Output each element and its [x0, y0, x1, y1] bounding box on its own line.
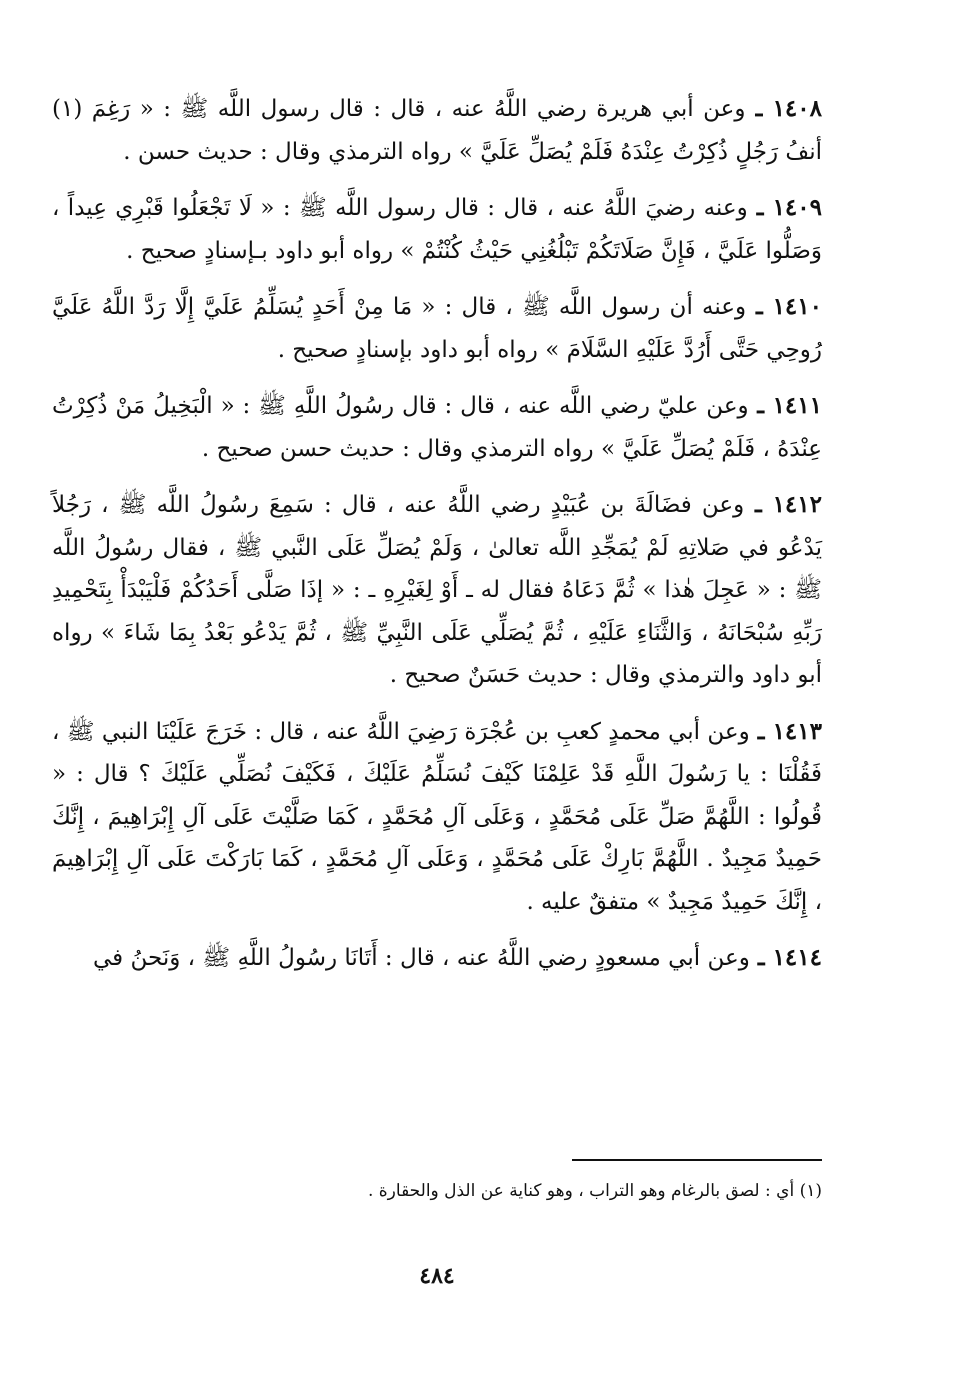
- hadith-dash: ـ: [745, 95, 773, 122]
- book-page: [52, 88, 822, 1368]
- hadith-text: وعن فضَالَةَ بن عُبَيْدٍ رضي اللَّهُ عنه ، قال : سَمِعَ رسُولُ اللَّه ﷺ ، رَجُلاً يَدْعُو في صَلاتِهِ لَمْ يُمَجِّدِ اللَّه تعالىٰ ، وَلَمْ يُصَلِّ عَلَى النَّبي ﷺ ، فقال رسُولُ اللَّه ﷺ : « عَجِلَ هٰذا » ثُمَّ دَعَاهُ فقال له ـ أَوْ لِغَيْرِهِ ـ : « إذَا صَلَّى أَحَدُكُمْ فَلْيَبْدَأْ بِتَحْمِيدِ رَبِّهِ سُبْحَانَهُ ، وَالثَّنَاءِ عَلَيْهِ ، ثُمَّ يُصَلِّي عَلَى النَّبِيِّ ﷺ ، ثُمَّ يَدْعُو بَعْدُ بِمَا شَاءَ » رواه أبو داود والترمذي وقال : حديث حَسَنٌ صحيح .: [52, 492, 822, 688]
- hadith-1409: [52, 187, 822, 272]
- hadith-number: ١٤١٣: [772, 717, 822, 745]
- hadith-1411: [52, 385, 822, 470]
- hadith-number: ١٤٠٨: [772, 95, 822, 122]
- hadith-text: وعنه أن رسول اللَّه ﷺ ، قال : « مَا مِنْ أَحَدٍ يُسَلِّمُ عَلَيَّ إِلَّا رَدَّ اللَّهُ عَلَيَّ رُوحِي حَتَّى أَرُدَّ عَلَيْهِ السَّلَامَ » رواه أبو داود بإسنادٍ صحيح .: [52, 294, 822, 363]
- hadith-text: وعن أبي محمدٍ كعبِ بن عُجْرَة رَضِيَ اللَّهُ عنه ، قال : خَرَجَ عَلَيْنَا النبي ﷺ ، فَقُلْنَا : يا رَسُولَ اللَّهِ قَدْ عَلِمْنَا كَيْفَ نُسَلِّمُ عَلَيْكَ ، فَكَيْفَ نُصَلِّي عَلَيْكَ ؟ قال : « قُولُوا : اللَّهُمَّ صَلِّ عَلَى مُحَمَّدٍ ، وَعَلَى آلِ مُحَمَّدٍ ، كَمَا صَلَّيْتَ عَلَى آلِ إِبْرَاهِيمَ ، إِنَّكَ حَمِيدٌ مَجِيدٌ . اللَّهُمَّ بَارِكْ عَلَى مُحَمَّدٍ ، وَعَلَى آلِ مُحَمَّدٍ ، كَمَا بَارَكْتَ عَلَى آلِ إِبْرَاهِيمَ ، إِنَّكَ حَمِيدٌ مَجِيدٌ » متفقٌ عليه .: [52, 718, 822, 915]
- hadith-1408: [52, 88, 822, 173]
- hadith-text: وعنه رضيَ اللَّهُ عنه ، قال : قال رسول اللَّه ﷺ : « لَا تَجْعَلُوا قَبْرِي عِيداً ، وَصَلُّوا عَلَيَّ ، فَإِنَّ صَلَاتَكُمْ تَبْلُغُنِي حَيْثُ كُنْتُمْ » رواه أبو داود بـإسنادٍ صحيح .: [52, 195, 822, 264]
- hadith-dash: ـ: [749, 944, 773, 971]
- hadith-1414: [52, 937, 822, 980]
- hadith-number: ١٤١١: [772, 392, 822, 419]
- hadith-dash: ـ: [749, 717, 773, 745]
- hadith-number: ١٤١٠: [772, 293, 822, 320]
- footnote-divider: [572, 1159, 822, 1161]
- hadith-text: وعن أبي مسعودٍ رضي اللَّهُ عنه ، قال : أَتَانَا رسُولُ اللَّهِ ﷺ ، وَنَحنُ في: [92, 945, 750, 971]
- hadith-text: وعن أبي هريرة رضي اللَّهُ عنه ، قال : قال رسول اللَّه ﷺ : « رَغِمَ (١) أنفُ رَجُلٍ ذُكِرْتُ عِنْدَهُ فَلَمْ يُصَلِّ عَلَيَّ » رواه الترمذي وقال : حديث حسن .: [52, 96, 822, 165]
- footnote: (١) أي : لصق بالرغام وهو التراب ، وهو كناية عن الذل والحقارة .: [367, 1181, 822, 1201]
- page-number: ٤٨٤: [419, 1263, 455, 1289]
- hadith-dash: ـ: [747, 194, 773, 221]
- hadith-1412: [52, 484, 822, 697]
- hadith-dash: ـ: [748, 392, 773, 419]
- hadith-number: ١٤١٢: [772, 491, 822, 518]
- hadith-1410: [52, 286, 822, 371]
- hadith-number: ١٤١٤: [772, 944, 822, 971]
- hadith-dash: ـ: [746, 293, 773, 320]
- hadith-text: وعن عليّ رضي اللَّه عنه ، قال : قال رسُولُ اللَّهِ ﷺ : « الْبَخِيلُ مَنْ ذُكِرْتُ عِنْدَهُ ، فَلَمْ يُصَلِّ عَلَيَّ » رواه الترمذي وقال : حديث حسن صحيح .: [52, 393, 822, 462]
- hadith-1413: [52, 711, 822, 924]
- hadith-number: ١٤٠٩: [772, 194, 822, 221]
- hadith-dash: ـ: [744, 491, 773, 518]
